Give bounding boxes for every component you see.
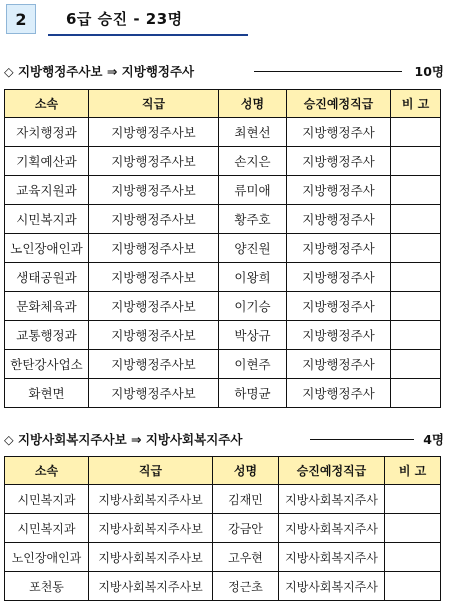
section-number-badge: 2 [6,4,36,34]
cell-department: 노인장애인과 [5,234,89,263]
cell-remarks [391,147,441,176]
table-row [5,514,441,543]
cell-rank: 지방사회복지주사보 [89,514,213,543]
table-header-row [5,457,441,485]
cell-remarks [391,263,441,292]
cell-rank: 지방사회복지주사보 [89,572,213,601]
cell-rank: 지방사회복지주사보 [89,485,213,514]
cell-department: 교육지원과 [5,176,89,205]
cell-name: 이왕희 [219,263,287,292]
column-header: 소속 [5,457,89,485]
roster-table-1 [4,89,441,408]
cell-promoted-rank: 지방사회복지주사 [279,543,385,572]
cell-remarks [385,485,441,514]
cell-name: 황주호 [219,205,287,234]
cell-department: 포천동 [5,572,89,601]
cell-remarks [391,379,441,408]
cell-name: 강금안 [213,514,279,543]
column-header: 소속 [5,90,89,118]
cell-department: 생태공원과 [5,263,89,292]
column-header: 승진예정직급 [279,457,385,485]
cell-name: 손지은 [219,147,287,176]
cell-promoted-rank: 지방행정주사 [287,176,391,205]
table-row [5,205,441,234]
section-title: ◇ 지방행정주사보 ⇒ 지방행정주사 [4,64,195,79]
column-header: 승진예정직급 [287,90,391,118]
cell-name: 박상규 [219,321,287,350]
page-header [6,4,246,34]
table-row [5,263,441,292]
column-header: 비 고 [385,457,441,485]
cell-remarks [385,514,441,543]
table-row [5,379,441,408]
cell-name: 하명균 [219,379,287,408]
cell-promoted-rank: 지방행정주사 [287,379,391,408]
table-row [5,118,441,147]
cell-promoted-rank: 지방행정주사 [287,292,391,321]
table-row [5,147,441,176]
column-header: 성명 [213,457,279,485]
cell-remarks [391,118,441,147]
cell-rank: 지방행정주사보 [89,379,219,408]
table-row [5,292,441,321]
cell-promoted-rank: 지방행정주사 [287,321,391,350]
cell-remarks [391,350,441,379]
column-header: 성명 [219,90,287,118]
cell-promoted-rank: 지방행정주사 [287,147,391,176]
cell-department: 시민복지과 [5,514,89,543]
cell-department: 한탄강사업소 [5,350,89,379]
cell-name: 이기승 [219,292,287,321]
cell-rank: 지방행정주사보 [89,350,219,379]
cell-department: 자치행정과 [5,118,89,147]
column-header: 비 고 [391,90,441,118]
roster-table-2 [4,456,441,601]
table-header-row [5,90,441,118]
cell-department: 시민복지과 [5,205,89,234]
cell-promoted-rank: 지방사회복지주사 [279,485,385,514]
cell-department: 문화체육과 [5,292,89,321]
cell-rank: 지방행정주사보 [89,292,219,321]
leader-line [254,71,402,72]
title-underline [48,34,248,36]
table-row [5,350,441,379]
table-row [5,321,441,350]
cell-name: 정근초 [213,572,279,601]
section-heading-1 [4,62,444,80]
cell-remarks [391,321,441,350]
cell-promoted-rank: 지방행정주사 [287,263,391,292]
leader-line [310,439,414,440]
section-count: 4명 [423,432,444,447]
section-title: ◇ 지방사회복지주사보 ⇒ 지방사회복지주사 [4,432,243,447]
cell-promoted-rank: 지방행정주사 [287,234,391,263]
cell-rank: 지방행정주사보 [89,321,219,350]
table-row [5,234,441,263]
table-row [5,176,441,205]
cell-promoted-rank: 지방행정주사 [287,205,391,234]
cell-name: 양진원 [219,234,287,263]
cell-name: 고우현 [213,543,279,572]
cell-rank: 지방행정주사보 [89,176,219,205]
cell-rank: 지방행정주사보 [89,147,219,176]
table-row [5,543,441,572]
cell-department: 기획예산과 [5,147,89,176]
cell-department: 화현면 [5,379,89,408]
cell-remarks [391,205,441,234]
cell-promoted-rank: 지방행정주사 [287,350,391,379]
table-row [5,572,441,601]
cell-promoted-rank: 지방행정주사 [287,118,391,147]
column-header: 직급 [89,90,219,118]
cell-rank: 지방사회복지주사보 [89,543,213,572]
cell-rank: 지방행정주사보 [89,234,219,263]
cell-rank: 지방행정주사보 [89,118,219,147]
cell-rank: 지방행정주사보 [89,263,219,292]
cell-department: 노인장애인과 [5,543,89,572]
section-count: 10명 [414,64,444,79]
cell-rank: 지방행정주사보 [89,205,219,234]
cell-name: 이현주 [219,350,287,379]
cell-promoted-rank: 지방사회복지주사 [279,572,385,601]
cell-remarks [391,292,441,321]
cell-promoted-rank: 지방사회복지주사 [279,514,385,543]
cell-name: 김재민 [213,485,279,514]
cell-remarks [385,572,441,601]
cell-department: 시민복지과 [5,485,89,514]
cell-name: 류미애 [219,176,287,205]
page-title: 6급 승진 - 23명 [66,10,183,28]
cell-remarks [391,176,441,205]
column-header: 직급 [89,457,213,485]
cell-name: 최현선 [219,118,287,147]
cell-remarks [385,543,441,572]
cell-department: 교통행정과 [5,321,89,350]
table-row [5,485,441,514]
section-heading-2 [4,430,444,448]
cell-remarks [391,234,441,263]
